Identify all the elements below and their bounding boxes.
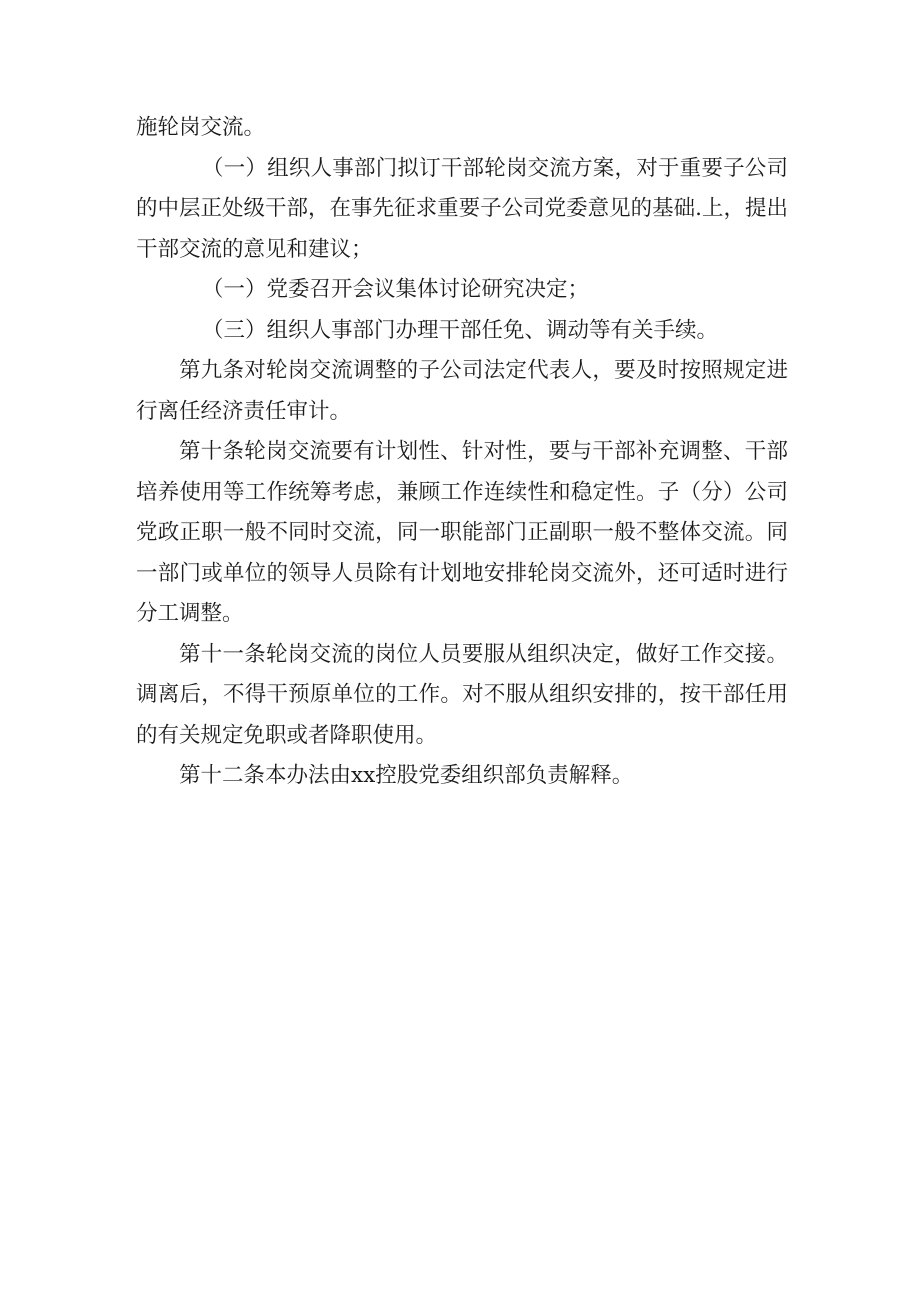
paragraph-item-3: （三）组织人事部门办理干部任免、调动等有关手续。 (202, 317, 719, 343)
article-11: 第十一条轮岗交流的岗位人员要服从组织决定，做好工作交接。调离后，不得干预原单位的工作。对不服从组织安排的，按干部任用的有关规定免职或者降职使用。 (136, 641, 788, 748)
paragraph-item-2: （一）党委召开会议集体讨论研究决定； (202, 277, 590, 302)
article-12: 第十二条本办法由xx控股党委组织部负责解释。 (179, 763, 634, 788)
article-10: 第十条轮岗交流要有计划性、针对性，要与干部补充调整、干部培养使用等工作统筹考虑，兼顾工作连续性和稳定性。子（分）公司党政正职一般不同时交流，同一职能部门正副职一般不整体交流。同一部门或单位的领导人员除有计划地安排轮岗交流外，还可适时进行分工调整。 (136, 439, 788, 626)
paragraph-continuation: 施轮岗交流。 (136, 115, 266, 140)
article-9: 第九条对轮岗交流调整的子公司法定代表人，要及时按照规定进行离任经济责任审计。 (136, 358, 788, 424)
paragraph-item-1: （一）组织人事部门拟订干部轮岗交流方案，对于重要子公司的中层正处级干部，在事先征求重要子公司党委意见的基础.上，提出干部交流的意见和建议； (136, 155, 788, 262)
document-body (136, 108, 788, 797)
